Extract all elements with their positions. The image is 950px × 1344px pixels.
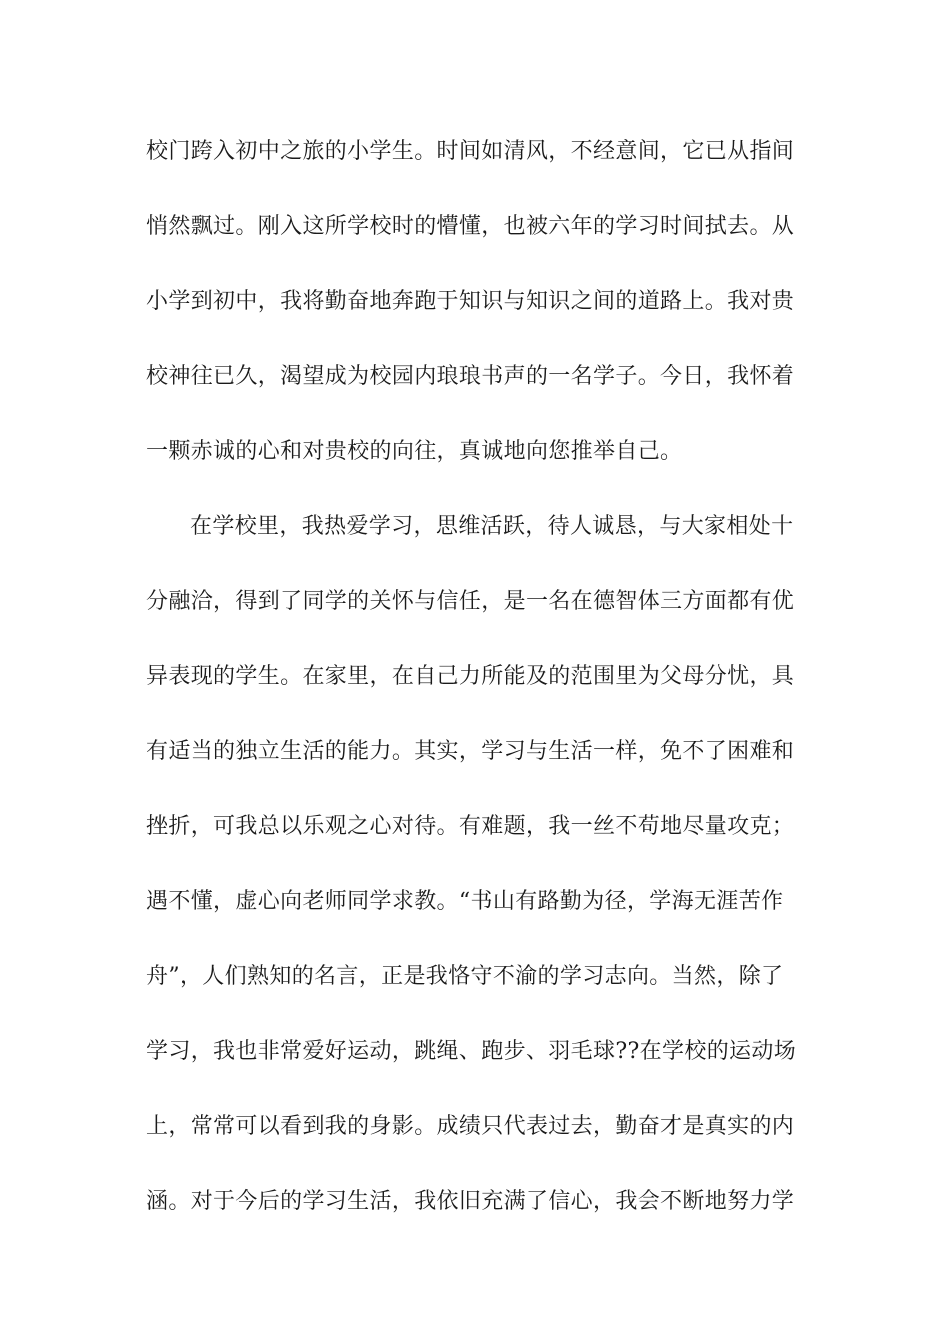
text-line: 悄然飘过。刚入这所学校时的懵懂，也被六年的学习时间拭去。从 [146, 214, 795, 239]
text-line: 学习，我也非常爱好运动，跳绳、跑步、羽毛球??在学校的运动场 [146, 1039, 797, 1064]
text-line: 涵。对于今后的学习生活，我依旧充满了信心，我会不断地努力学 [146, 1189, 795, 1214]
text-line: 小学到初中，我将勤奋地奔跑于知识与知识之间的道路上。我对贵 [146, 289, 795, 314]
paragraph-2 [146, 501, 806, 1251]
text-line: 有适当的独立生活的能力。其实，学习与生活一样，免不了困难和 [146, 739, 795, 764]
paragraph-1 [146, 126, 806, 501]
text-line: 一颗赤诚的心和对贵校的向往，真诚地向您推举自己。 [146, 439, 683, 464]
text-line: 遇不懂，虚心向老师同学求教。“书山有路勤为径，学海无涯苦作 [146, 889, 784, 914]
text-line: 校门跨入初中之旅的小学生。时间如清风，不经意间，它已从指间 [146, 139, 795, 164]
text-line: 舟”，人们熟知的名言，正是我恪守不渝的学习志向。当然，除了 [146, 964, 784, 989]
document-body [146, 126, 806, 1251]
text-line: 校神往已久，渴望成为校园内琅琅书声的一名学子。今日，我怀着 [146, 364, 795, 389]
text-line: 挫折，可我总以乐观之心对待。有难题，我一丝不苟地尽量攻克； [146, 814, 795, 839]
text-line-indented: 在学校里，我热爱学习，思维活跃，待人诚恳，与大家相处十 [190, 514, 794, 539]
text-line: 异表现的学生。在家里，在自己力所能及的范围里为父母分忧，具 [146, 664, 795, 689]
text-line: 分融洽，得到了同学的关怀与信任，是一名在德智体三方面都有优 [146, 589, 795, 614]
text-line: 上，常常可以看到我的身影。成绩只代表过去，勤奋才是真实的内 [146, 1114, 795, 1139]
